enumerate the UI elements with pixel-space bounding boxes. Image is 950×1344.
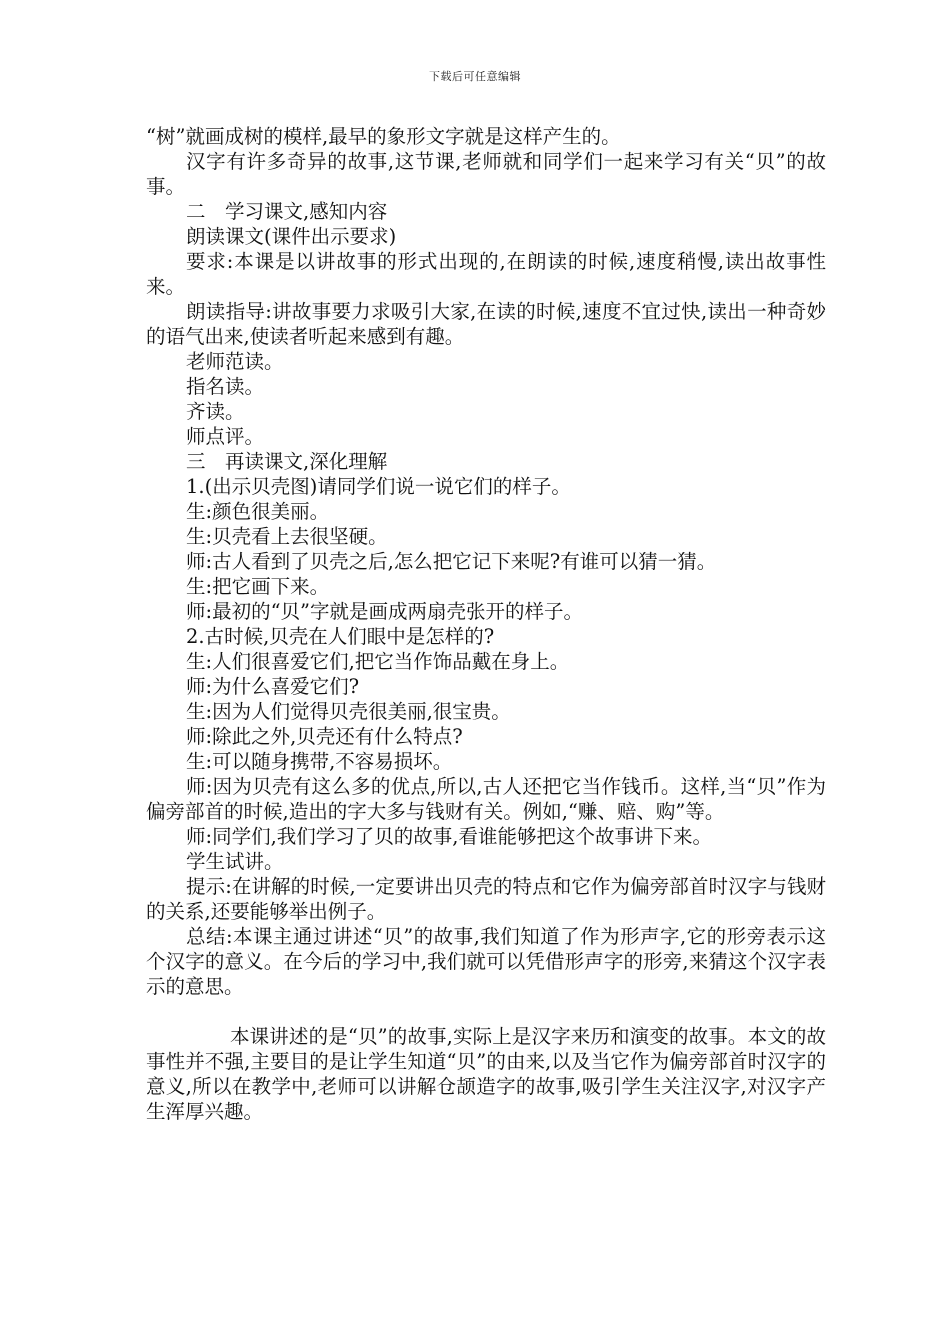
paragraph: 朗读课文(课件出示要求) xyxy=(186,225,397,248)
closing-paragraph: 本课讲述的是“贝”的故事,实际上是汉字来历和演变的故事。本文的故事性并不强,主要目的是让学生知道“贝”的由来,以及当它作为偏旁部首时汉字的意义,所以在教学中,老师可以讲解仓颉造字的故事,吸引学生关注汉字,对汉字产生浑厚兴趣。 xyxy=(146,1025,826,1123)
dialogue-line: 师:除此之外,贝壳还有什么特点? xyxy=(186,725,463,748)
paragraph: “树”就画成树的模样,最早的象形文字就是这样产生的。 xyxy=(146,125,621,148)
paragraph: 汉字有许多奇异的故事,这节课,老师就和同学们一起来学习有关“贝”的故事。 xyxy=(146,150,826,198)
dialogue-line: 师:因为贝壳有这么多的优点,所以,古人还把它当作钱币。这样,当“贝”作为偏旁部首的时候,造出的字大多与钱财有关。例如,“赚、赔、购”等。 xyxy=(146,775,826,823)
document-body xyxy=(146,124,826,1124)
page-header: 下载后可任意编辑 xyxy=(429,70,521,83)
paragraph: 朗读指导:讲故事要力求吸引大家,在读的时候,速度不宜过快,读出一种奇妙的语气出来,使读者听起来感到有趣。 xyxy=(146,300,826,348)
section-heading: 二 学习课文,感知内容 xyxy=(186,200,388,223)
dialogue-line: 生:颜色很美丽。 xyxy=(186,500,330,523)
dialogue-line: 师:为什么喜爱它们? xyxy=(186,675,360,698)
dialogue-line: 师:古人看到了贝壳之后,怎么把它记下来呢?有谁可以猜一猜。 xyxy=(186,550,717,573)
blank-line xyxy=(146,999,826,1024)
paragraph: 老师范读。 xyxy=(186,350,284,373)
dialogue-line: 生:因为人们觉得贝壳很美丽,很宝贵。 xyxy=(186,700,511,723)
paragraph: 2.古时候,贝壳在人们眼中是怎样的? xyxy=(186,625,495,648)
paragraph: 师点评。 xyxy=(186,425,265,448)
paragraph: 指名读。 xyxy=(186,375,265,398)
paragraph: 1.(出示贝壳图)请同学们说一说它们的样子。 xyxy=(186,475,571,498)
section-heading: 三 再读课文,深化理解 xyxy=(186,450,388,473)
dialogue-line: 师:同学们,我们学习了贝的故事,看谁能够把这个故事讲下来。 xyxy=(186,825,712,848)
paragraph: 要求:本课是以讲故事的形式出现的,在朗读的时候,速度稍慢,读出故事性来。 xyxy=(146,250,826,298)
dialogue-line: 生:贝壳看上去很坚硬。 xyxy=(186,525,388,548)
dialogue-line: 生:人们很喜爱它们,把它当作饰品戴在身上。 xyxy=(186,650,570,673)
paragraph: 总结:本课主通过讲述“贝”的故事,我们知道了作为形声字,它的形旁表示这个汉字的意义。在今后的学习中,我们就可以凭借形声字的形旁,来猜这个汉字表示的意思。 xyxy=(146,925,826,998)
paragraph: 学生试讲。 xyxy=(186,850,284,873)
dialogue-line: 生:把它画下来。 xyxy=(186,575,330,598)
dialogue-line: 师:最初的“贝”字就是画成两扇壳张开的样子。 xyxy=(186,600,584,623)
paragraph: 齐读。 xyxy=(186,400,245,423)
dialogue-line: 生:可以随身携带,不容易损坏。 xyxy=(186,750,453,773)
paragraph: 提示:在讲解的时候,一定要讲出贝壳的特点和它作为偏旁部首时汉字与钱财的关系,还要能够举出例子。 xyxy=(146,875,826,923)
